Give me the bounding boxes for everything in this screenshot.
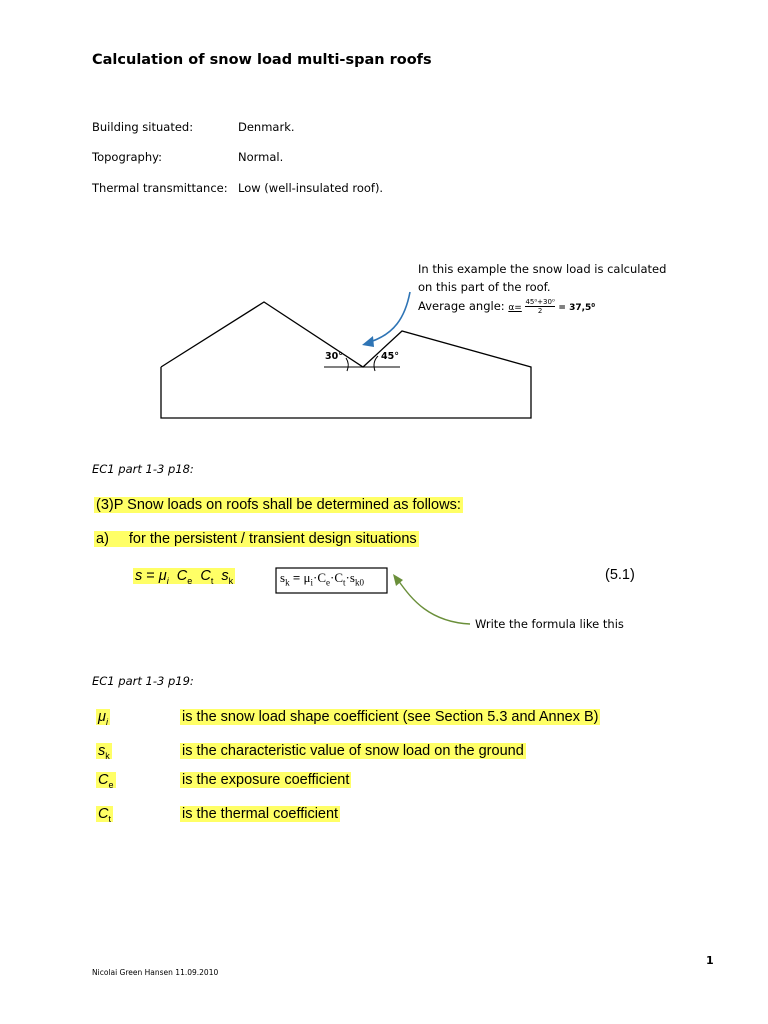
formula-equals: = <box>146 568 155 584</box>
formula-mu-sub: i <box>166 575 169 586</box>
reference-p19: EC1 part 1-3 p19: <box>92 674 194 688</box>
angle-label-45: 45° <box>381 351 399 362</box>
def-ce-symbol <box>96 772 116 790</box>
formula-sk-sub: k <box>228 575 234 586</box>
page-number: 1 <box>706 954 714 967</box>
def-ct-text-content: is the thermal coefficient <box>182 806 339 822</box>
formula-mu: μ <box>158 568 167 584</box>
box-mu: μ <box>303 570 311 585</box>
box-dot-3: · <box>345 570 350 585</box>
def-sk-symbol <box>96 743 112 761</box>
standard-clause-3p <box>94 497 463 513</box>
info-label-thermal: Thermal transmittance: <box>92 181 228 195</box>
info-label-building: Building situated: <box>92 120 194 134</box>
info-value-thermal: Low (well-insulated roof). <box>238 181 384 195</box>
box-ct: C <box>334 570 344 585</box>
box-ce-sub: e <box>326 577 330 588</box>
box-ce: C <box>317 570 326 585</box>
def-ct-sub: t <box>108 813 111 824</box>
def-ct-sym: C <box>98 806 109 822</box>
def-mu-sub: i <box>105 716 108 727</box>
def-ct-text <box>180 806 340 822</box>
angle-arc-right <box>374 356 378 371</box>
footer-author: Nicolai Green Hansen 11.09.2010 <box>92 968 219 977</box>
item-a-marker: a) <box>94 531 127 547</box>
def-mu-sym: μ <box>98 709 106 725</box>
fraction-denominator: 2 <box>537 307 543 315</box>
def-ce-text-content: is the exposure coefficient <box>182 772 350 788</box>
blue-arrowhead <box>362 336 374 347</box>
formula-ce-sub: e <box>187 575 193 586</box>
standard-item-a <box>94 531 419 547</box>
item-a-text: for the persistent / transient design situations <box>128 531 417 547</box>
formula-ce: C <box>176 568 188 584</box>
fraction-numerator: 45⁰+30⁰ <box>525 298 555 306</box>
def-mu-text-content: is the snow load shape coefficient (see Section 5.3 and Annex B) <box>182 709 599 725</box>
def-mu-symbol <box>96 709 110 727</box>
info-label-topography: Topography: <box>92 150 162 164</box>
average-angle-label: Average angle: <box>418 299 505 313</box>
green-arrow-shaft <box>398 580 470 624</box>
box-mu-sub: i <box>310 577 313 588</box>
formula-sk: s <box>221 568 229 584</box>
box-s-sub: k <box>285 577 290 588</box>
def-ce-sub: e <box>108 779 114 790</box>
angle-result: = 37,5⁰ <box>558 303 596 313</box>
equation-number: (5.1) <box>605 567 635 583</box>
def-sk-text-content: is the characteristic value of snow load on the ground <box>182 743 524 759</box>
blue-arrow-shaft <box>370 292 410 342</box>
formula-s <box>133 568 235 584</box>
def-ct-symbol <box>96 806 113 824</box>
box-dot-2: · <box>330 570 335 585</box>
formula-box <box>280 570 364 588</box>
formula-note: Write the formula like this <box>475 617 624 631</box>
info-value-building: Denmark. <box>238 120 295 134</box>
reference-p18: EC1 part 1-3 p18: <box>92 462 194 476</box>
box-ct-sub: t <box>343 577 346 588</box>
clause-3p-text: (3)P Snow loads on roofs shall be determined as follows: <box>96 497 461 513</box>
box-s0-sub: k0 <box>354 577 364 588</box>
annotation-line-1: In this example the snow load is calculated <box>418 262 667 276</box>
roof-outline <box>161 302 531 418</box>
box-s0: s <box>349 570 355 585</box>
angle-label-30: 30° <box>325 351 343 362</box>
def-sk-text <box>180 743 526 759</box>
def-sk-sub: k <box>105 750 110 761</box>
box-s: s <box>280 570 286 585</box>
formula-s-symbol: s <box>135 568 143 584</box>
page-title: Calculation of snow load multi-span roofs <box>92 52 432 68</box>
annotation-line-2: on this part of the roof. <box>418 280 551 294</box>
def-mu-text <box>180 709 600 725</box>
alpha-symbol: α= <box>508 303 522 313</box>
def-sk-sym: s <box>98 743 106 759</box>
formula-ct-sub: t <box>210 575 214 586</box>
box-dot-1: · <box>312 570 318 585</box>
standard-formula-5-1 <box>133 567 235 586</box>
def-ce-sym: C <box>98 772 109 788</box>
formula-ct: C <box>200 568 211 584</box>
angle-arc-left <box>346 358 348 371</box>
info-value-topography: Normal. <box>238 150 284 164</box>
def-ce-text <box>180 772 351 788</box>
box-equals: = <box>292 570 301 585</box>
